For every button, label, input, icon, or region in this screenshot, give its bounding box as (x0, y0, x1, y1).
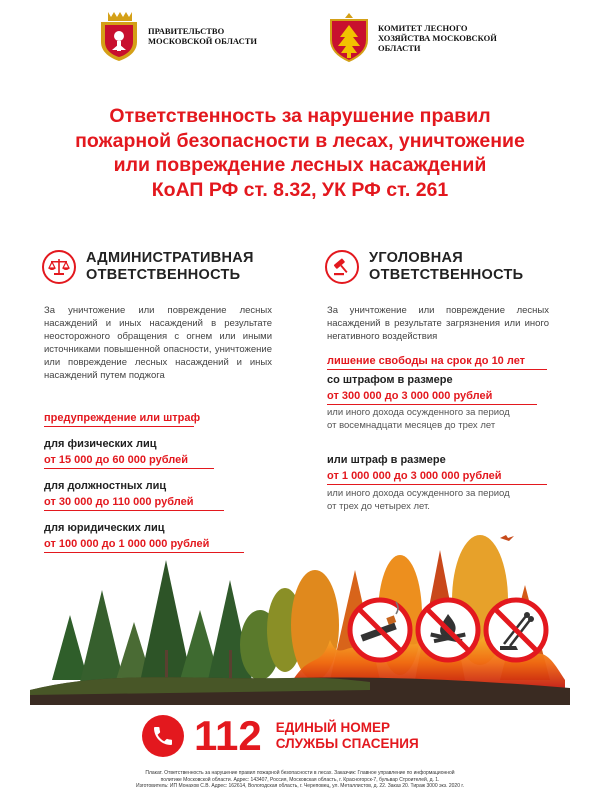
criminal-penalty2-note: или иного дохода осужденного за период (327, 488, 510, 499)
criminal-heading-text (369, 250, 523, 284)
criminal-heading (325, 250, 523, 284)
emergency-text-line: ЕДИНЫЙ НОМЕР (275, 720, 391, 735)
green-forest (52, 560, 303, 685)
heading-line: ОТВЕТСТВЕННОСТЬ (86, 267, 241, 283)
emergency-number: 112 (194, 712, 262, 759)
criminal-penalty2-amount: от 1 000 000 до 3 000 000 рублей (327, 470, 502, 482)
admin-group-label: для юридических лиц (44, 522, 165, 534)
scales-icon (42, 250, 76, 284)
criminal-description: За уничтожение или повреждение лесных насаждений в результате загрязнения или иного негативного воздействия (327, 305, 549, 342)
admin-heading (42, 250, 254, 284)
amount-underline (44, 510, 224, 511)
gavel-icon (325, 250, 359, 284)
penalty-type-underline (44, 426, 194, 427)
admin-group-amount: от 15 000 до 60 000 рублей (44, 454, 188, 466)
emergency-block (142, 714, 419, 758)
forest-fire-illustration (30, 530, 570, 705)
footer-line: Плакат. Ответственность за нарушение правил пожарной безопасности в лесах. Заказчик: Главное управление по информационной (145, 770, 455, 776)
criminal-penalty1-fine-label: со штрафом в размере (327, 374, 453, 386)
footer-line: политике Московской области. Адрес: 143407, Россия, Московская область, г. Красногорск-7, бульвар Строителей, д. 1. (160, 776, 440, 783)
criminal-penalty1: лишение свободы на срок до 10 лет (327, 355, 526, 367)
moscow-oblast-coat-of-arms-icon (98, 10, 140, 62)
org-name-forestry: КОМИТЕТ ЛЕСНОГО ХОЗЯЙСТВА МОСКОВСКОЙ ОБЛАСТИ (378, 23, 497, 53)
penalty-underline (327, 369, 547, 370)
forestry-committee-emblem-icon (328, 12, 370, 64)
criminal-penalty1-fine-amount: от 300 000 до 3 000 000 рублей (327, 390, 493, 402)
phone-icon (142, 715, 184, 757)
admin-penalty-type: предупреждение или штраф (44, 412, 201, 424)
footer-line: Изготовитель: ИП Монахов С.В. Адрес: 162614, Вологодская область, г. Череповец, ул. Металлистов, д. 22. Заказ 20. Тираж 3000 экз. 2020 г. (136, 783, 464, 789)
org-name-government: ПРАВИТЕЛЬСТВО МОСКОВСКОЙ ОБЛАСТИ (148, 26, 258, 46)
heading-line: ОТВЕТСТВЕННОСТЬ (369, 267, 524, 283)
title-line: КоАП РФ ст. 8.32, УК РФ ст. 261 (151, 178, 449, 201)
amount-underline (44, 468, 214, 469)
title-line: пожарной безопасности в лесах, уничтожение (75, 129, 525, 152)
title-line: Ответственность за нарушение правил (109, 105, 491, 127)
admin-group-amount: от 30 000 до 110 000 рублей (44, 496, 194, 508)
criminal-penalty1-note: от восемнадцати месяцев до трех лет (327, 420, 496, 431)
no-campfire-icon (418, 600, 478, 660)
bird-icon (500, 535, 514, 541)
heading-line: УГОЛОВНАЯ (369, 250, 463, 266)
criminal-penalty2-label: или штраф в размере (327, 454, 446, 466)
title-line: или повреждение лесных насаждений (113, 154, 487, 176)
forestry-logo-block (328, 12, 508, 64)
amount-underline (327, 404, 537, 405)
admin-group-label: для физических лиц (44, 438, 157, 450)
government-logo-block (98, 10, 278, 62)
admin-group-amount: от 100 000 до 1 000 000 рублей (44, 538, 210, 550)
admin-group-label: для должностных лиц (44, 480, 167, 492)
heading-line: АДМИНИСТРАТИВНАЯ (86, 250, 254, 266)
no-smoking-icon (350, 600, 410, 660)
amount-underline (327, 484, 547, 485)
imprint-footer (90, 770, 510, 790)
emergency-text-line: СЛУЖБЫ СПАСЕНИЯ (275, 736, 419, 751)
admin-heading-text (86, 250, 254, 284)
no-matches-icon (486, 600, 546, 660)
emergency-text (276, 720, 419, 752)
admin-description: За уничтожение или повреждение лесных насаждений и иных насаждений в результате неосторожного обращения с огнем или иными источниками повышенной опасности, уничтожение или повреждение лесных насаждений и иных насаждений путем поджога (44, 305, 272, 381)
page-title (30, 104, 570, 202)
criminal-penalty1-note: или иного дохода осужденного за период (327, 407, 510, 418)
criminal-penalty2-note: от трех до четырех лет. (327, 501, 430, 512)
